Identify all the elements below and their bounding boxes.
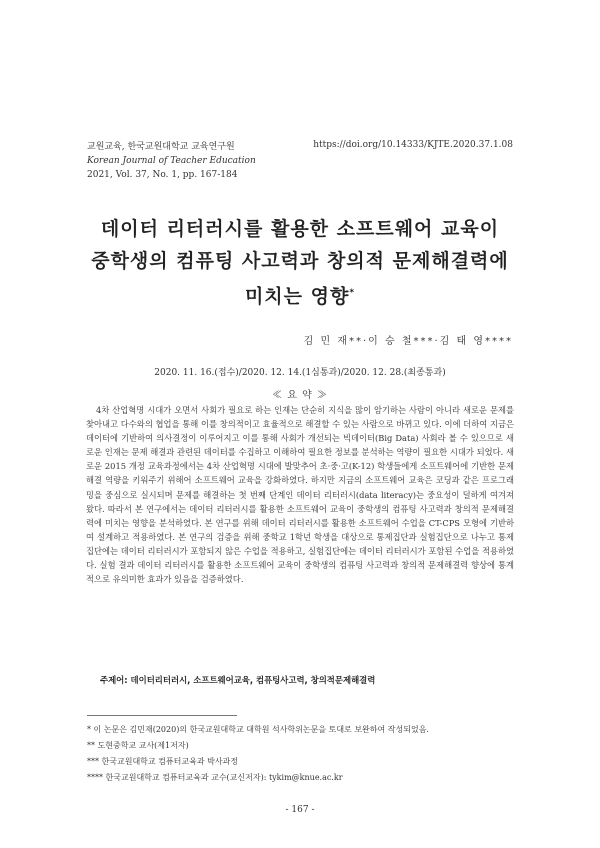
footnote-divider (87, 715, 237, 716)
doi-link[interactable]: https://doi.org/10.14333/KJTE.2020.37.1.08 (313, 140, 513, 150)
review-dates: 2020. 11. 16.(접수)/2020. 12. 14.(1심통과)/2020. 12. 28.(최종통과) (154, 368, 446, 378)
abstract-paragraph: 4차 산업혁명 시대가 오면서 사회가 필요로 하는 인재는 단순히 지식을 많이 암기하는 사람이 아니라 새로운 문제를 찾아내고 다수와의 협업을 통해 이를 창의적이고 효율적으로 해결할 수 있는 사람으로 바뀌고 있다. 이에 더하여 지금은 데이터에 기반하여 의사결정이 이루어지고 이를 통해 사회가 개선되는 빅데이터(Big Data) 사회라 볼 수 있으므로 새로운 인재는 문제 해결과 관련된 데이터를 수집하고 이해하여 필요한 정보를 분석하는 역량이 필요한 시대가 되었다. 새로운 2015 개정 교육과정에서는 4차 산업혁명 시대에 발맞추어 초·중·고(K-12) 학생들에게 소프트웨어에 기반한 문제해결 역량을 키워주기 위해어 소프트웨어 교육을 강화하였다. 하지만 지금의 소프트웨어 교육은 코딩과 같은 프로그래밍을 중심으로 실시되며 문제를 해결하는 첫 번째 단계인 데이터 리터러시(data literacy)는 중요성이 덜하게 여겨져 왔다. 따라서 본 연구에서는 데이터 리터러시를 활용한 소프트웨어 교육이 중학생의 컴퓨팅 사고력과 창의적 문제해결력에 미치는 영향을 분석하였다. 본 연구를 위해 데이터 리터러시를 활용한 소프트웨어 수업을 CT-CPS 모형에 기반하여 설계하고 적용하였다. 본 연구의 검증을 위해 중학교 1학년 학생을 대상으로 통제집단과 실험집단으로 나누고 통제집단에는 데이터 리터러시가 포함되지 않은 수업을 적용하고, 실험집단에는 데이터 리터러시가 포함된 수업을 적용하였다. 실험 결과 데이터 리터러시를 활용한 소프트웨어 교육이 중학생의 컴퓨팅 사고력과 창의적 문제해결력 향상에 통계적으로 유의미한 효과가 있음을 검증하였다. (86, 405, 514, 585)
volume-info: 2021, Vol. 37, No. 1, pp. 167-184 (87, 170, 238, 180)
title-line-2: 중학생의 컴퓨팅 사고력과 창의적 문제해결력에 (91, 250, 509, 272)
footnotes (87, 722, 429, 786)
footnote-2: ** 도현중학교 교사(제1저자) (87, 741, 189, 750)
footnote-4: **** 한국교원대학교 컴퓨터교육과 교수(교신저자): tykim@knue.ac.kr (87, 773, 343, 782)
footnote-3: *** 한국교원대학교 컴퓨터교육과 박사과정 (87, 757, 239, 766)
keywords: 주제어: 데이터리터러시, 소프트웨어교육, 컴퓨팅사고력, 창의적문제해결력 (100, 675, 376, 685)
title-line-3-wrap (60, 277, 540, 312)
journal-name-english: Korean Journal of Teacher Education (87, 156, 256, 166)
title-footnote-mark: * (349, 288, 356, 298)
author-list: 김 민 재**·이 승 철***·김 태 영**** (303, 336, 513, 347)
page-number: - 167 - (285, 805, 315, 815)
journal-header (87, 140, 256, 182)
title-line-3: 미치는 영향 (244, 285, 350, 308)
journal-name-korean: 교원교육, 한국교원대학교 교육연구원 (87, 142, 235, 152)
abstract-heading: ≪ 요 약 ≫ (272, 390, 328, 401)
abstract-body (86, 403, 514, 586)
footnote-1: * 이 논문은 김민재(2020)의 한국교원대학교 대학원 석사학위논문을 토대로 보완하여 작성되었음. (87, 725, 429, 734)
title-line-1: 데이터 리터러시를 활용한 소프트웨어 교육이 (100, 218, 500, 240)
paper-title (60, 213, 540, 312)
